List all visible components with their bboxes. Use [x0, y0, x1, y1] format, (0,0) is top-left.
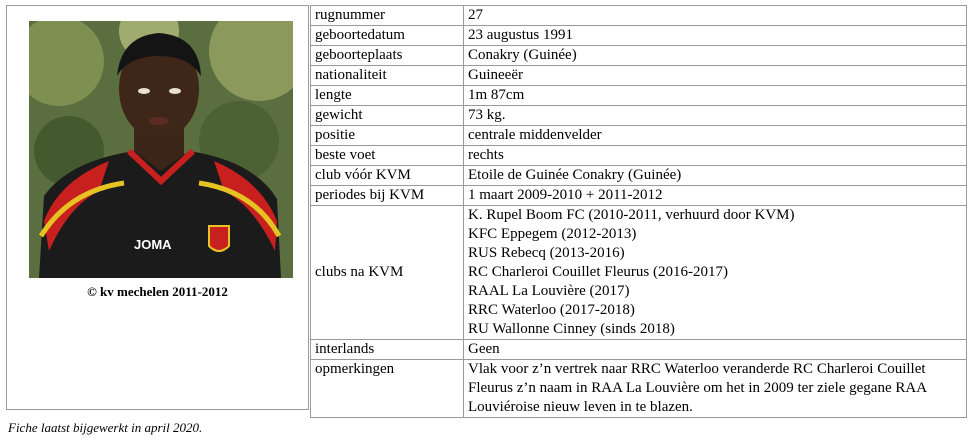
row-interlands — [311, 340, 967, 360]
row-geboorteplaats — [311, 46, 967, 66]
player-info-table — [310, 5, 967, 418]
label-geboortedatum: geboortedatum — [311, 26, 464, 46]
label-opmerkingen: opmerkingen — [311, 360, 464, 418]
row-geboortedatum — [311, 26, 967, 46]
club-item: RAAL La Louvière (2017) — [468, 283, 630, 299]
photo-caption: © kv mechelen 2011-2012 — [87, 284, 228, 299]
label-clubs-na-kvm: clubs na KVM — [311, 206, 464, 340]
club-item: RUS Rebecq (2013-2016) — [468, 245, 625, 261]
label-positie: positie — [311, 126, 464, 146]
player-photo — [29, 21, 293, 278]
value-club-voor-kvm: Etoile de Guinée Conakry (Guinée) — [464, 166, 967, 186]
label-lengte: lengte — [311, 86, 464, 106]
value-geboortedatum: 23 augustus 1991 — [464, 26, 967, 46]
label-rugnummer: rugnummer — [311, 6, 464, 26]
photo-cell — [6, 5, 309, 410]
value-geboorteplaats: Conakry (Guinée) — [464, 46, 967, 66]
club-item: RRC Waterloo (2017-2018) — [468, 302, 635, 318]
row-opmerkingen — [311, 360, 967, 418]
shirt-brand: JOMA — [134, 237, 172, 252]
value-nationaliteit: Guineeër — [464, 66, 967, 86]
label-beste-voet: beste voet — [311, 146, 464, 166]
row-club-voor-kvm — [311, 166, 967, 186]
row-clubs-na-kvm — [311, 206, 967, 340]
label-gewicht: gewicht — [311, 106, 464, 126]
row-positie — [311, 126, 967, 146]
label-interlands: interlands — [311, 340, 464, 360]
value-clubs-na-kvm — [464, 206, 967, 340]
row-periodes-bij-kvm — [311, 186, 967, 206]
label-periodes-bij-kvm: periodes bij KVM — [311, 186, 464, 206]
club-item: RU Wallonne Cinney (sinds 2018) — [468, 321, 675, 337]
row-gewicht — [311, 106, 967, 126]
value-opmerkingen: Vlak voor z’n vertrek naar RRC Waterloo veranderde RC Charleroi Couillet Fleurus z’n naam in RAA La Louvière om het in 2009 ter ziele gegane RAA Louviéroise nieuw leven in te blazen. — [464, 360, 967, 418]
value-periodes-bij-kvm: 1 maart 2009-2010 + 2011-2012 — [464, 186, 967, 206]
value-rugnummer: 27 — [464, 6, 967, 26]
row-rugnummer — [311, 6, 967, 26]
row-nationaliteit — [311, 66, 967, 86]
label-club-voor-kvm: club vóór KVM — [311, 166, 464, 186]
value-beste-voet: rechts — [464, 146, 967, 166]
club-item: K. Rupel Boom FC (2010-2011, verhuurd door KVM) — [468, 207, 795, 223]
value-gewicht: 73 kg. — [464, 106, 967, 126]
value-positie: centrale middenvelder — [464, 126, 967, 146]
club-item: RC Charleroi Couillet Fleurus (2016-2017) — [468, 264, 728, 280]
row-lengte — [311, 86, 967, 106]
label-nationaliteit: nationaliteit — [311, 66, 464, 86]
value-lengte: 1m 87cm — [464, 86, 967, 106]
label-geboorteplaats: geboorteplaats — [311, 46, 464, 66]
last-updated-note: Fiche laatst bijgewerkt in april 2020. — [8, 420, 203, 435]
value-interlands: Geen — [464, 340, 967, 360]
club-item: KFC Eppegem (2012-2013) — [468, 226, 637, 242]
row-beste-voet — [311, 146, 967, 166]
